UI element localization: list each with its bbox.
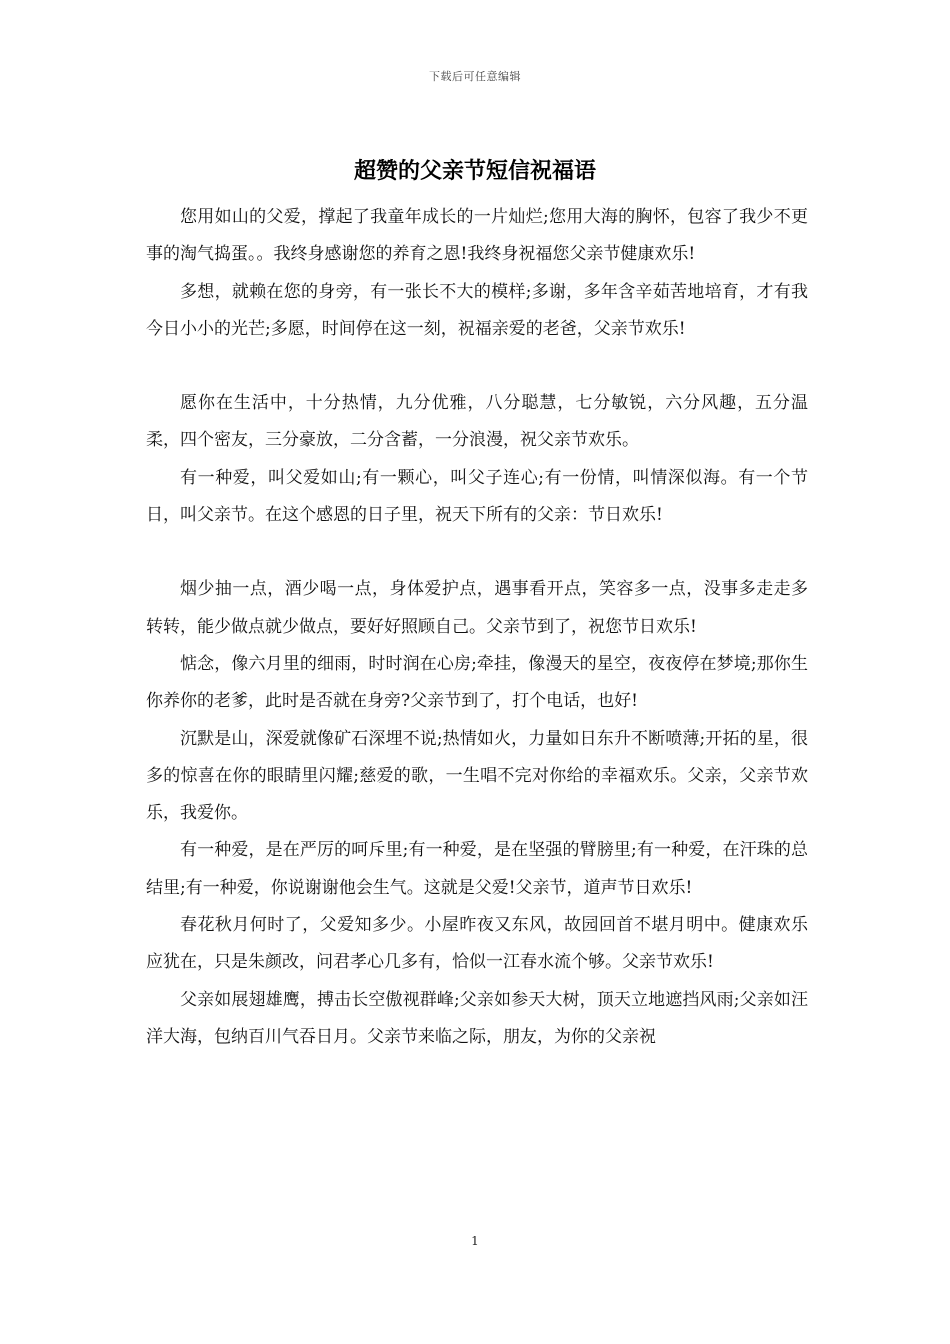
page-number: 1 — [471, 1234, 479, 1248]
paragraph-2: 多想，就赖在您的身旁，有一张长不大的模样;多谢，多年含辛茹苦地培育，才有我今日小小的光芒;多愿，时间停在这一刻，祝福亲爱的老爸，父亲节欢乐! — [146, 281, 808, 339]
paragraph-4: 有一种爱，叫父爱如山;有一颗心，叫父子连心;有一份情，叫情深似海。有一个节日，叫父亲节。在这个感恩的日子里，祝天下所有的父亲：节日欢乐! — [146, 467, 808, 526]
document-body — [146, 199, 808, 1056]
paragraph-8: 有一种爱，是在严厉的呵斥里;有一种爱，是在坚强的臂膀里;有一种爱，在汗珠的总结里;有一种爱，你说谢谢他会生气。这就是父爱!父亲节，道声节日欢乐! — [146, 840, 808, 898]
paragraph-10: 父亲如展翅雄鹰，搏击长空傲视群峰;父亲如参天大树，顶天立地遮挡风雨;父亲如汪洋大海，包纳百川气吞日月。父亲节来临之际，朋友，为你的父亲祝 — [146, 989, 808, 1047]
paragraph-6: 惦念，像六月里的细雨，时时润在心房;牵挂，像漫天的星空，夜夜停在梦境;那你生你养你的老爹，此时是否就在身旁?父亲节到了，打个电话，也好! — [146, 653, 808, 712]
paragraph-7: 沉默是山，深爱就像矿石深埋不说;热情如火，力量如日东升不断喷薄;开拓的星，很多的惊喜在你的眼睛里闪耀;慈爱的歌，一生唱不完对你给的幸福欢乐。父亲，父亲节欢乐，我爱你。 — [146, 728, 808, 824]
paragraph-5: 烟少抽一点，酒少喝一点，身体爱护点，遇事看开点，笑容多一点，没事多走走多转转，能少做点就少做点，要好好照顾自己。父亲节到了，祝您节日欢乐! — [146, 579, 808, 637]
paragraph-9: 春花秋月何时了，父爱知多少。小屋昨夜又东风，故园回首不堪月明中。健康欢乐应犹在，只是朱颜改，问君孝心几多有，恰似一江春水流个够。父亲节欢乐! — [146, 915, 808, 973]
document-title: 超赞的父亲节短信祝福语 — [353, 158, 596, 184]
page-header-note: 下载后可任意编辑 — [429, 70, 521, 83]
paragraph-3: 愿你在生活中，十分热情，九分优雅，八分聪慧，七分敏锐，六分风趣，五分温柔，四个密友，三分豪放，二分含蓄，一分浪漫，祝父亲节欢乐。 — [146, 393, 808, 451]
paragraph-1: 您用如山的父爱，撑起了我童年成长的一片灿烂;您用大海的胸怀，包容了我少不更事的淘气捣蛋。。我终身感谢您的养育之恩!我终身祝福您父亲节健康欢乐! — [146, 207, 808, 265]
